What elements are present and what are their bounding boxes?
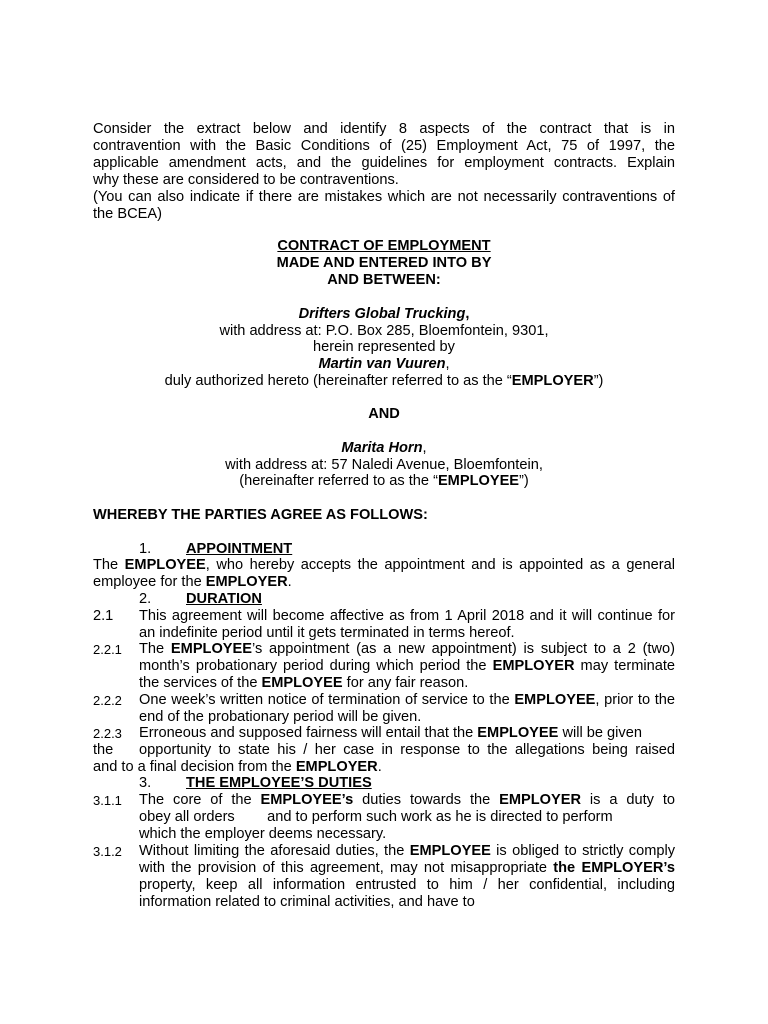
- section-2-heading: DURATION: [186, 591, 262, 607]
- clause-3-1-1-line-3: which the employer deems necessary.: [139, 826, 387, 842]
- clause-3-1-1-line-2: obey all orders and to perform such work as he is directed to perform: [139, 809, 613, 825]
- employee-name: Marita Horn: [341, 440, 423, 456]
- clause-3-1-1-line-1: The core of the EMPLOYEE’s duties towards the EMPLOYER is a duty to: [139, 792, 675, 808]
- clause-2-1-number: 2.1: [93, 608, 114, 624]
- clause-2-2-1-number: 2.2.1: [93, 642, 122, 657]
- contract-title: CONTRACT OF EMPLOYMENT: [277, 238, 491, 254]
- employer-reference: duly authorized hereto (hereinafter referred to as the “EMPLOYER”): [164, 373, 604, 389]
- clause-2-2-3-line-1: Erroneous and supposed fairness will entail that the EMPLOYEE will be given: [139, 725, 642, 741]
- contract-subtitle-2: AND BETWEEN:: [327, 272, 441, 288]
- employer-rep-line: Martin van Vuuren,: [318, 356, 450, 372]
- clause-3-1-2-text: Without limiting the aforesaid duties, the EMPLOYEE is obliged to strictly comply with the provision of this agreement, may not misappropriate the EMPLOYER’s property, keep all information entrusted to him / her confidential, including information related to criminal activities, and have to: [139, 843, 676, 910]
- clause-2-2-3-line-3: and to a final decision from the EMPLOYER.: [93, 759, 382, 775]
- employer-represented: herein represented by: [313, 339, 455, 355]
- employer-address: with address at: P.O. Box 285, Bloemfontein, 9301,: [219, 323, 549, 339]
- intro-line: Consider the extract below and identify 8 aspects of the contract that is in: [93, 121, 675, 137]
- section-2-number: 2.: [139, 591, 152, 607]
- section-1-number: 1.: [139, 541, 152, 557]
- employer-name-line: Drifters Global Trucking,: [298, 306, 470, 322]
- clause-2-1-text: This agreement will become affective as from 1 April 2018 and it will continue for an indefinite period until it gets terminated in terms hereof.: [139, 608, 675, 641]
- section-3-number: 3.: [139, 775, 152, 791]
- intro-line: contravention with the Basic Conditions of (25) Employment Act, 75 of 1997, the: [93, 138, 675, 154]
- employee-reference: (hereinafter referred to as the “EMPLOYEE”): [239, 473, 529, 489]
- clause-2-2-2-number: 2.2.2: [93, 693, 122, 708]
- employer-name: Drifters Global Trucking: [298, 306, 466, 322]
- employee-address: with address at: 57 Naledi Avenue, Bloemfontein,: [225, 457, 543, 473]
- employer-rep-name: Martin van Vuuren: [318, 356, 446, 372]
- intro-paragraph: [93, 121, 675, 223]
- section-1-heading: APPOINTMENT: [186, 541, 293, 557]
- clause-3-1-2-number: 3.1.2: [93, 844, 122, 859]
- clause-2-2-2-text: One week’s written notice of termination of service to the EMPLOYEE, prior to the end of the probationary period will be given.: [139, 692, 676, 725]
- clause-2-2-3-line-2: opportunity to state his / her case in response to the allegations being raised: [139, 742, 675, 758]
- and-label: AND: [368, 406, 400, 422]
- clause-3-1-1-number: 3.1.1: [93, 793, 122, 808]
- clause-2-2-3-number: 2.2.3: [93, 726, 122, 741]
- employee-name-line: Marita Horn,: [341, 440, 427, 456]
- contract-subtitle: MADE AND ENTERED INTO BY: [276, 255, 492, 271]
- intro-line: applicable amendment acts, and the guidelines for employment contracts. Explain: [93, 155, 675, 171]
- whereby-heading: WHEREBY THE PARTIES AGREE AS FOLLOWS:: [93, 507, 428, 523]
- intro-note: (You can also indicate if there are mistakes which are not necessarily contraventions of the BCEA): [93, 189, 675, 222]
- section-1-text: The EMPLOYEE, who hereby accepts the appointment and is appointed as a general employee for the EMPLOYER.: [93, 557, 676, 590]
- clause-2-2-3-line-2-start: the: [93, 742, 114, 758]
- intro-line: why these are considered to be contraventions.: [93, 172, 399, 188]
- clause-2-2-1-text: The EMPLOYEE’s appointment (as a new appointment) is subject to a 2 (two) month’s probationary period during which period the EMPLOYER may terminate the services of the EMPLOYEE for any fair reason.: [139, 641, 676, 691]
- section-3-heading: THE EMPLOYEE’S DUTIES: [186, 775, 372, 791]
